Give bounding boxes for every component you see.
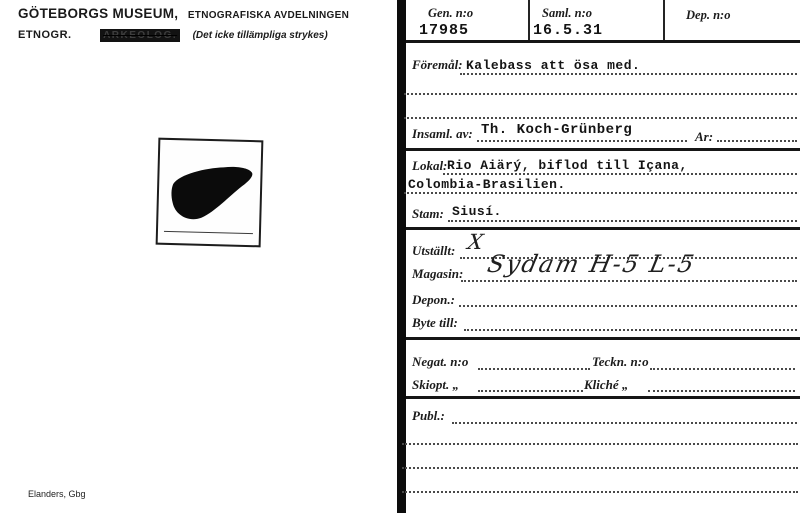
byte-till-line	[464, 329, 797, 331]
header-rule	[406, 40, 800, 43]
strike-instruction-note: (Det icke tillämpliga strykes)	[192, 30, 328, 41]
magasin-line	[461, 280, 797, 282]
utstallt-label: Utställt:	[412, 243, 456, 258]
dept-selector-line	[18, 25, 328, 43]
section-rule-3	[406, 337, 800, 340]
magasin-value-handwritten: Sydam H-5 L-5	[485, 250, 699, 278]
blank-line-1	[404, 93, 797, 95]
gen-no-value: 17985	[419, 22, 470, 39]
museum-department: ETNOGRAFISKA AVDELNINGEN	[187, 10, 350, 21]
lokal-label: Lokal:	[412, 158, 448, 173]
insaml-label: Insaml. av:	[412, 126, 473, 141]
insaml-value: Th. Koch-Grünberg	[481, 122, 633, 138]
stam-label: Stam:	[412, 206, 444, 221]
foremal-label: Föremål:	[412, 57, 463, 72]
header-divider-1	[528, 0, 530, 40]
stam-value: Siusí.	[452, 204, 502, 219]
negat-no-label: Negat. n:o	[412, 354, 469, 369]
byte-till-label: Byte till:	[412, 315, 458, 330]
magasin-label: Magasin:	[412, 266, 464, 281]
publ-line	[452, 422, 797, 424]
utstallt-value-handwritten: X	[465, 230, 486, 254]
section-rule-1	[406, 148, 800, 151]
saml-no-value: 16.5.31	[533, 22, 604, 39]
lokal-value-line2: Colombia-Brasilien.	[408, 177, 566, 192]
printer-mark: Elanders, Gbg	[28, 489, 86, 499]
header-divider-2	[663, 0, 665, 40]
section-rule-2	[406, 227, 800, 230]
blank-line-4	[402, 467, 798, 469]
kliche-line	[648, 390, 795, 392]
blank-line-5	[402, 491, 798, 493]
ar-line	[717, 140, 797, 142]
lokal-line-2	[404, 192, 797, 194]
skiopt-label: Skiopt. „	[412, 377, 459, 392]
teckn-no-label: Teckn. n:o	[592, 354, 649, 369]
lokal-value-line1: Rio Aiärý, biflod till Içana,	[447, 158, 688, 173]
museum-name: GÖTEBORGS MUSEUM,	[18, 6, 179, 21]
card-left-edge	[397, 0, 406, 513]
specimen-photo	[156, 138, 264, 248]
foremal-line	[460, 73, 797, 75]
dept-etnogr-label: ETNOGR.	[18, 29, 72, 41]
skiopt-line	[478, 390, 583, 392]
negat-line	[478, 368, 590, 370]
calabash-scoop-silhouette	[158, 140, 261, 243]
kliche-label: Kliché „	[584, 377, 629, 392]
section-rule-4	[406, 396, 800, 399]
teckn-line	[650, 368, 795, 370]
dep-no-label: Dep. n:o	[686, 8, 731, 22]
org-header	[18, 5, 349, 23]
depon-label: Depon.:	[412, 292, 455, 307]
stam-line	[448, 220, 797, 222]
blank-line-3	[402, 443, 798, 445]
publ-label: Publ.:	[412, 408, 445, 423]
foremal-value: Kalebass att ösa med.	[466, 58, 641, 73]
lokal-line-1	[443, 173, 797, 175]
gen-no-label: Gen. n:o	[428, 6, 474, 20]
ar-label: Ar:	[695, 129, 714, 144]
blank-line-2	[404, 117, 797, 119]
insaml-line	[477, 140, 687, 142]
saml-no-label: Saml. n:o	[542, 6, 593, 20]
depon-line	[459, 305, 797, 307]
dept-arkeolog-struck: ARKEOLOG.	[100, 29, 180, 42]
